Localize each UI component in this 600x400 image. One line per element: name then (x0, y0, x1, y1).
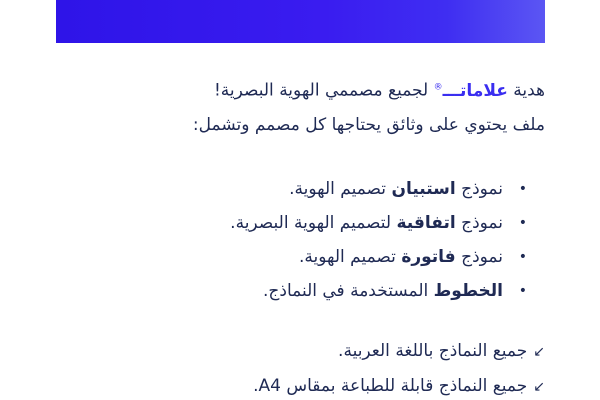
list-item: • الخطوط المستخدمة في النماذج. (56, 274, 527, 308)
list-item: • نموذج استبيان تصميم الهوية. (56, 172, 527, 206)
arrow-down-left-icon: ↙ (533, 378, 545, 395)
bullet-icon: • (518, 214, 527, 231)
bullet-icon: • (518, 248, 527, 265)
arrow-down-left-icon: ↙ (533, 343, 545, 360)
bullet-icon: • (518, 282, 527, 299)
item-keyword: اتفاقية (396, 212, 456, 233)
bullet-icon: • (518, 180, 527, 197)
item-keyword: الخطوط (433, 280, 503, 301)
features-list (56, 334, 545, 400)
content (56, 70, 545, 400)
item-keyword: فاتورة (401, 246, 456, 267)
intro-prefix: هدية (513, 80, 545, 101)
hero-banner (56, 0, 545, 43)
intro-suffix: لجميع مصممي الهوية البصرية! (213, 80, 429, 101)
list-item: ↙جميع النماذج قابلة للطباعة بمقاس A4. (56, 369, 545, 400)
list-item: • نموذج اتفاقية لتصميم الهوية البصرية. (56, 206, 527, 240)
list-item: • نموذج فاتورة تصميم الهوية. (56, 240, 527, 274)
brand-name: علاماتـــ® (433, 80, 508, 101)
list-item: ↙جميع النماذج باللغة العربية. (56, 334, 545, 369)
templates-list (56, 172, 545, 308)
intro-line-2: ملف يحتوي على وثائق يحتاجها كل مصمم وتشمل: (192, 114, 545, 135)
intro-line-1 (56, 70, 545, 108)
registered-mark: ® (433, 82, 443, 92)
item-keyword: استبيان (391, 178, 456, 199)
